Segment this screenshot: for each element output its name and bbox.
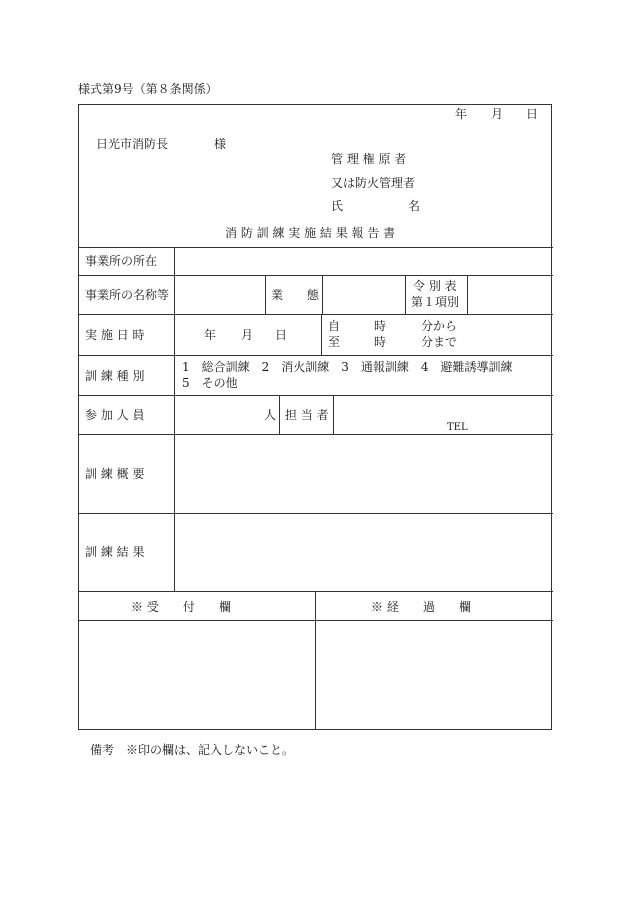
- type-options-line1: 1 総合訓練 2 消火訓練 3 通報訓練 4 避難誘導訓練: [182, 360, 513, 374]
- person-in-charge-label: 担 当 者: [285, 408, 329, 422]
- time-from-hour: 時: [374, 319, 387, 333]
- receipt-label: ※ 受 付 欄: [131, 600, 231, 614]
- reporter-name-label-2: 名: [408, 199, 421, 213]
- time-from-min: 分から: [421, 319, 458, 333]
- location-label: 事業所の所在: [85, 254, 158, 268]
- datetime-day: 日: [275, 328, 288, 342]
- date-day: 日: [526, 107, 539, 121]
- date-year: 年: [455, 107, 468, 121]
- remarks-note: 備考 ※印の欄は、記入しないこと。: [90, 743, 295, 757]
- form-title: 消 防 訓 練 実 施 結 果 報 告 書: [225, 226, 396, 240]
- progress-field: [316, 621, 552, 730]
- addressee-honorific: 様: [214, 137, 227, 151]
- addressee-name: 日光市消防長: [96, 137, 169, 151]
- name-field[interactable]: [175, 276, 265, 314]
- result-field[interactable]: [175, 514, 552, 591]
- summary-field[interactable]: [175, 435, 552, 513]
- report-form: [78, 104, 552, 730]
- name-label: 事業所の名称等: [85, 288, 170, 302]
- business-label: 業 態: [271, 288, 320, 302]
- receipt-field: [79, 621, 315, 730]
- result-label: 訓 練 結 果: [85, 545, 145, 559]
- time-from-label: 自: [328, 319, 341, 333]
- reporter-title-2: 又は防火管理者: [331, 176, 416, 190]
- progress-label: ※ 経 過 欄: [371, 600, 471, 614]
- business-field[interactable]: [323, 276, 405, 314]
- reporter-name-label-1: 氏: [331, 199, 344, 213]
- time-to-hour: 時: [374, 335, 387, 349]
- participants-label: 参 加 人 員: [85, 408, 145, 422]
- summary-label: 訓 練 概 要: [85, 467, 145, 481]
- participants-unit: 人: [264, 408, 277, 422]
- datetime-label: 実 施 日 時: [85, 328, 145, 342]
- tel-label: TEL: [447, 422, 468, 433]
- datetime-year: 年: [204, 328, 217, 342]
- datetime-month: 月: [241, 328, 254, 342]
- person-in-charge-field[interactable]: [334, 396, 552, 434]
- order-table-label-2: 第１項別: [411, 295, 460, 309]
- type-label: 訓 練 種 別: [85, 369, 145, 383]
- type-options-line2: 5 その他: [182, 376, 238, 390]
- time-to-min: 分まで: [421, 335, 458, 349]
- form-number: 様式第9号（第８条関係）: [78, 82, 218, 96]
- reporter-title-1: 管 理 権 原 者: [331, 152, 407, 166]
- location-field[interactable]: [175, 248, 552, 275]
- order-table-field[interactable]: [468, 276, 552, 314]
- date-month: 月: [491, 107, 504, 121]
- time-to-label: 至: [328, 335, 341, 349]
- order-table-label-1: 令 別 表: [413, 279, 457, 293]
